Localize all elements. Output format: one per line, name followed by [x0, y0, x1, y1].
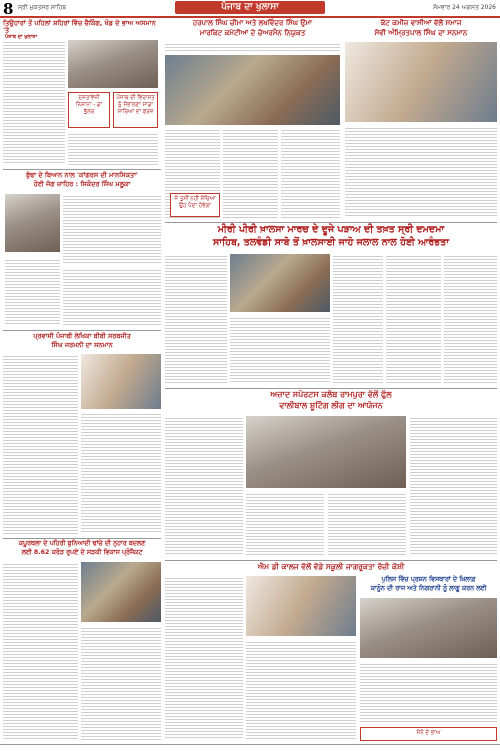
story-body: [165, 416, 243, 556]
story-body: [444, 254, 497, 384]
box-note: ਜੋ ਤੁਸੀਂ ਨਹੀਂ ਸੋਚਿਆ ਉਹ ਪੈਦਾ ਹੋਵੇਗਾ: [170, 193, 220, 217]
story-body: [63, 268, 161, 326]
masthead: ਪੰਜਾਬ ਦਾ ਖੁਲਾਸਾ: [175, 1, 325, 14]
story-body: [165, 576, 243, 740]
story-body: [63, 194, 161, 264]
story-headline: ਕਪੂਰਥਲਾ ਦੇ ਪਹਿਰੀ ਬੁਨਿਆਦੀ ਢਾਂਚੇ ਦੀ ਨੁਹਾਰ ਬਦਲਣ: [18, 540, 146, 547]
portrait-photo: [5, 194, 60, 252]
story-body: [3, 562, 78, 740]
divider: [3, 330, 161, 331]
story-subhead: ਲਈ 8.62 ਕਰੋੜ ਰੁਪਏ ਦੇ ਸੜਕੀ ਵਿਕਾਸ ਪ੍ਰੋਜੈਕਟ: [21, 549, 143, 556]
story-photo: [81, 354, 161, 409]
story-body: [281, 128, 340, 218]
lead-headline: ਮੀਰੀ ਪੀਰੀ ਖ਼ਾਲਸਾ ਮਾਰਚ ਦੇ ਦੂਜੇ ਪੜਾਅ ਦੀ ਤਖ਼ਤ ਸ੍ਰੀ ਦਮਦਮਾ: [217, 224, 445, 235]
story-body: [81, 626, 161, 740]
story-body: [165, 254, 227, 384]
story-photo: [246, 576, 356, 636]
divider: [165, 222, 497, 223]
story-body: [386, 254, 441, 384]
story-intro: [165, 42, 340, 52]
story-headline: ਤਿਉਹਾਰਾਂ ਤੋਂ ਪਹਿਲਾਂ ਸ਼ਹਿਰਾਂ ਵਿੱਚ ਚੈਕਿੰਗ, ਖੰਡ ਦੇ ਭਾਅ ਅਸਮਾਨ 'ਤੇ: [3, 19, 156, 35]
story-photo: [360, 598, 497, 658]
divider: [3, 169, 161, 170]
divider: [3, 538, 161, 539]
story-headline: ਬੁੱਢਾ ਦੇ ਬਿਆਨ ਨਾਲ 'ਕਾਂਗਰਸ ਦੀ ਮਾਨਸਿਕਤਾ': [25, 171, 139, 179]
lead-subhead: ਸਾਹਿਬ, ਤਲਵੰਡੀ ਸਾਬੋ ਤੋਂ ਖ਼ਾਲਸਾਈ ਜਾਹੋ ਜਲਾਲ ਨਾਲ ਹੋਈ ਆਰੰਭਤਾ: [213, 237, 449, 248]
story-photo: [81, 562, 161, 622]
story-subhead: ਕਾਨੂੰਨ ਦੀ ਰਾਜ ਅਤੇ ਨਿਗਰਾਨੀ ਨੂੰ ਲਾਗੂ ਕਰਨ ਲਈ: [370, 585, 487, 592]
story-photo: [345, 42, 497, 122]
story-body: [360, 662, 497, 724]
story-subhead: ਸਿੰਘ ਜਰਮਨੀ ਦਾ ਸਨਮਾਨ: [51, 341, 113, 349]
byline: ਪੰਜਾਬ ਦਾ ਖੁਲਾਸਾ: [5, 34, 38, 40]
story-headline: ਐਮ ਡੀ ਕਾਲਜ ਵੱਲੋਂ ਵੱਡੇ ਸਕੂਲੀ ਜਾਗਰੂਕਤਾ ਰੋਜ਼ੀ ਕੋਸ਼ੀ: [257, 562, 405, 571]
box-note: ਪੰਜਾਬ ਦੀ ਵਿਰਾਸਤ ਨੂੰ ਸੰਭਾਲਣਾ ਸਾਡਾ ਸਾਰਿਆਂ ਦਾ ਫਰਜ਼: [113, 92, 158, 128]
issue-date: ਸੋਮਵਾਰ 24 ਅਗਸਤ 2026: [433, 4, 496, 11]
story-body: [333, 254, 383, 384]
story-headline: ਹਰਪਾਲ ਸਿੰਘ ਚੀਮਾ ਅਤੇ ਲਖਵਿੰਦਰ ਸਿੰਘ ਉਮਾ: [192, 19, 313, 27]
story-body: [328, 492, 406, 556]
story-headline: ਪੁਲਿਸ ਵਿੱਚ ਪ੍ਰਸ਼ਨ ਵਿਸਥਾਰਾਂ ਦੇ ਖ਼ਿਲਾਫ਼: [381, 576, 476, 583]
story-subhead: ਹੋਈ ਜੱਗ ਜ਼ਾਹਿਰ : ਸਿਕੰਦਰ ਸਿੰਘ ਮਲੂਕਾ: [33, 180, 131, 188]
story-body: [3, 40, 65, 165]
divider: [165, 560, 497, 561]
story-photo: [230, 254, 330, 312]
story-body: [246, 492, 324, 556]
story-body: [246, 640, 356, 740]
brand-label: ਸ੍ਰੀ ਮੁਕਤਸਰ ਸਾਹਿਬ: [18, 4, 67, 11]
story-body: [3, 354, 78, 534]
story-body: [345, 126, 497, 218]
story-body: [223, 128, 278, 218]
story-photo: [165, 55, 340, 125]
story-subhead: ਸੇਵੀ ਅੰਮ੍ਰਿਤਪਾਲ ਸਿੰਘ ਦਾ ਸਨਮਾਨ: [374, 29, 468, 37]
box-note: ਦਸਤਾਵੇਜ਼ੀ ਨਿਸ਼ਾਨਾ - ਡਾ ਭੁੱਲਰ: [68, 92, 110, 128]
page-number: 8: [3, 0, 14, 18]
story-headline: ਅਜ਼ਾਦ ਸਪੋਰਟਸ ਕਲੱਬ ਰਾਮਪੁਰਾ ਵੱਲੋਂ ਫੁੱਲ: [270, 390, 392, 399]
story-body: [81, 412, 161, 534]
story-subhead: ਮਾਰਕਿਟ ਕਮੇਟੀਆਂ ਦੇ ਚੇਅਰਮੈਨ ਨਿਯੁਕਤ: [199, 29, 306, 37]
story-body: [68, 132, 158, 165]
box-note: ਸੋਨੇ ਦੇ ਭਾਅ: [360, 727, 497, 741]
story-subhead: ਵਾਲੀਬਾਲ ਸ਼ੂਟਿੰਗ ਲੀਗ ਦਾ ਆਯੋਜਨ: [279, 401, 383, 410]
story-photo: [246, 416, 406, 488]
story-body: [410, 416, 497, 556]
story-headline: ਕੱਟ ਕਮੀਜ਼ ਵਾਸੀਆਂ ਵੱਲੋਂ ਸਮਾਜ: [380, 19, 462, 27]
story-body: [230, 316, 330, 384]
story-body: [5, 258, 60, 326]
divider: [165, 388, 497, 389]
story-photo: [68, 40, 158, 88]
story-headline: ਪ੍ਰਵਾਸੀ ਪੰਜਾਬੀ ਲੇਖਿਕਾ ਬੀਬੀ ਸਰਬਜੀਤ: [33, 332, 131, 340]
